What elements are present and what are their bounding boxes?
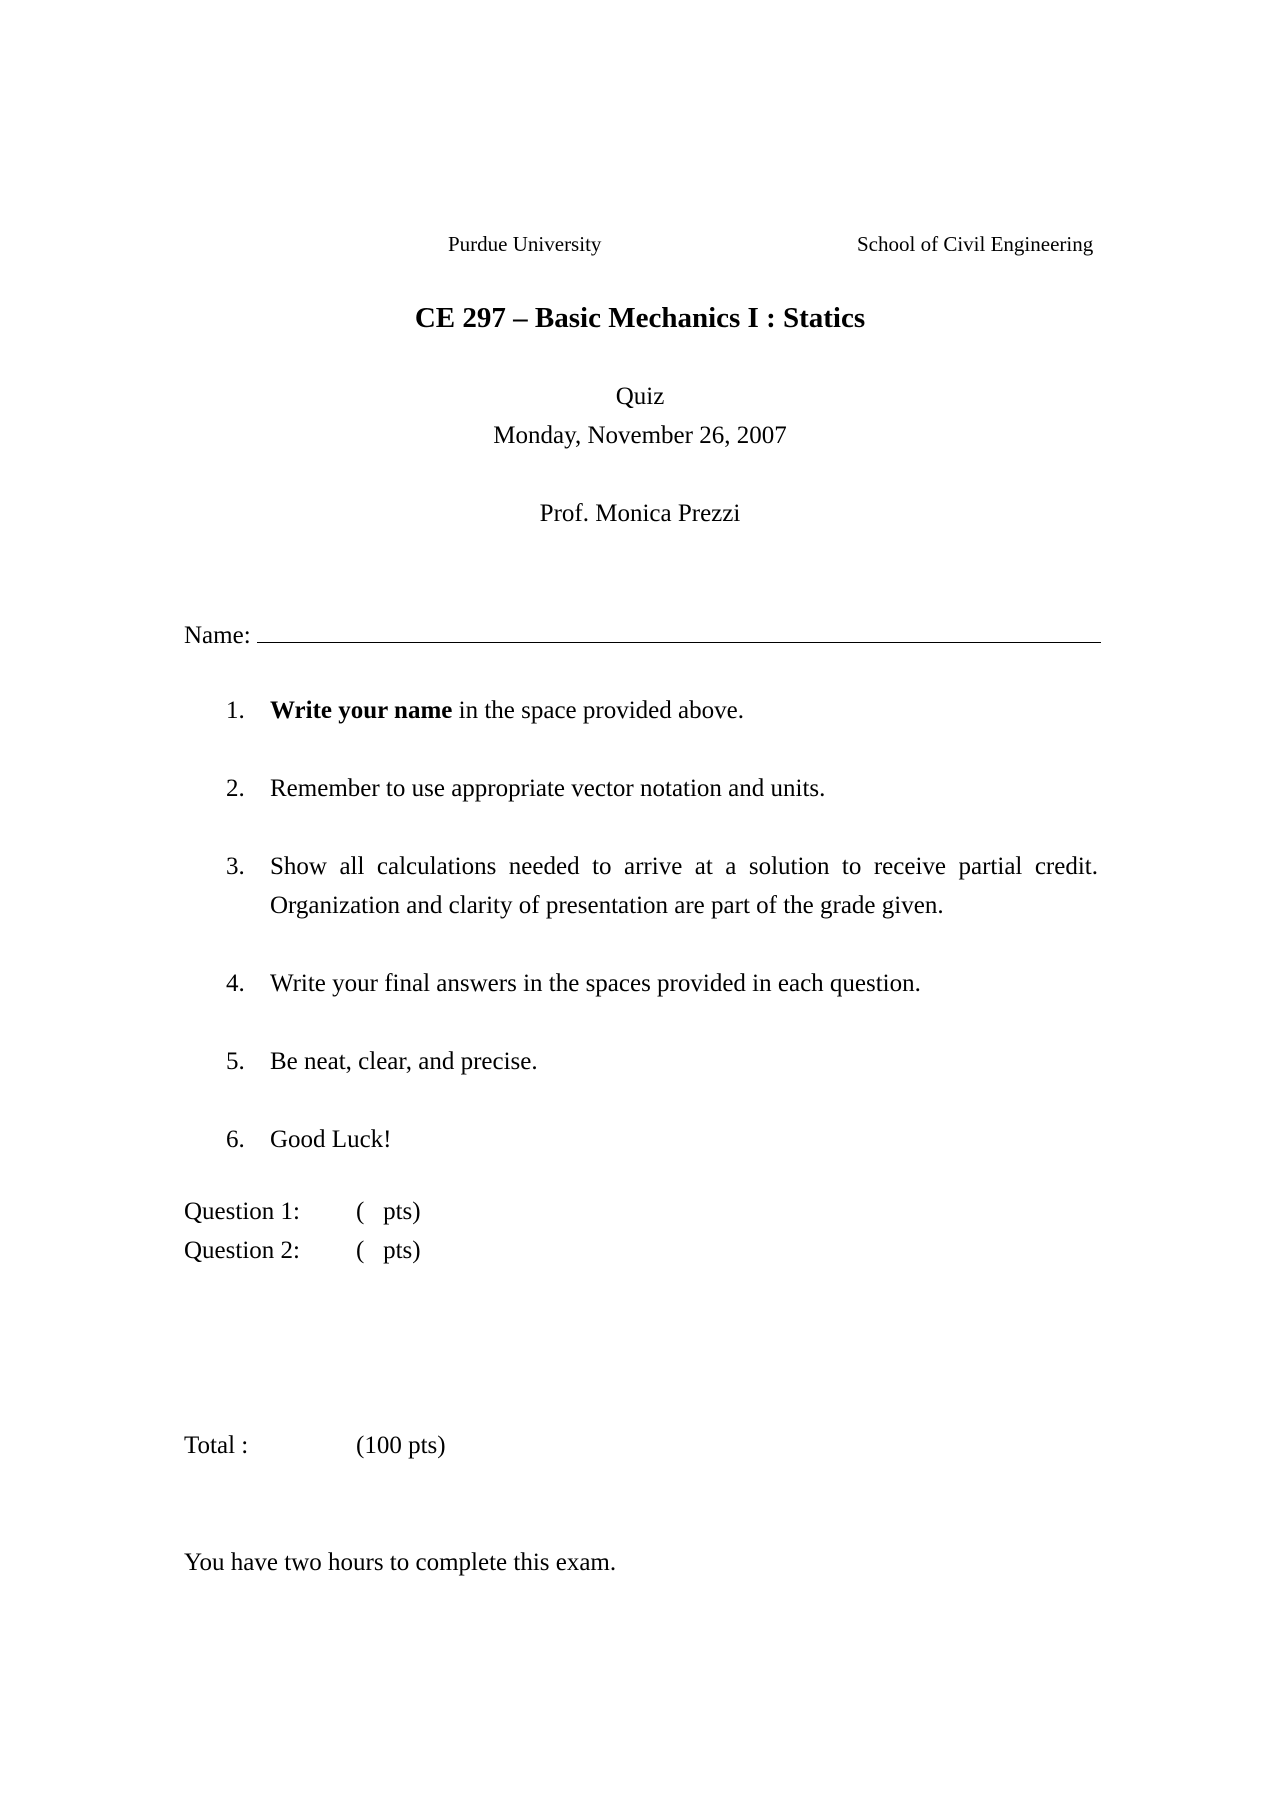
- instruction-item: [226, 1042, 1098, 1081]
- instruction-text: Show all calculations needed to arrive at a solution to receive partial credit. Organization and clarity of presentation are part of the grade given.: [270, 853, 1098, 919]
- instruction-item: [226, 964, 1098, 1003]
- instruction-number: 6.: [226, 1126, 245, 1153]
- instructor-name: Prof. Monica Prezzi: [539, 500, 741, 527]
- exam-type: Quiz: [615, 383, 665, 410]
- university-name: Purdue University: [448, 232, 602, 256]
- name-label: Name:: [184, 622, 251, 649]
- instruction-item: [226, 1120, 1098, 1159]
- name-blank-line[interactable]: [257, 617, 1101, 643]
- instruction-text: Good Luck!: [270, 1126, 392, 1153]
- instruction-number: 3.: [226, 853, 245, 880]
- course-title: CE 297 – Basic Mechanics I : Statics: [414, 302, 866, 334]
- instruction-text: Write your final answers in the spaces provided in each question.: [270, 970, 921, 997]
- time-limit-note: You have two hours to complete this exam.: [184, 1549, 617, 1576]
- total-points: (100 pts): [356, 1432, 446, 1459]
- instruction-text: Be neat, clear, and precise.: [270, 1048, 538, 1075]
- instruction-number: 2.: [226, 775, 245, 802]
- total-label: Total :: [184, 1432, 249, 1459]
- instruction-rest-text: in the space provided above.: [452, 697, 744, 724]
- instruction-number: 4.: [226, 970, 245, 997]
- question-2-points: ( pts): [356, 1237, 421, 1264]
- instruction-bold-text: Write your name: [270, 697, 453, 724]
- instruction-number: 1.: [226, 697, 245, 724]
- question-1-points: ( pts): [356, 1198, 421, 1225]
- instruction-item: [226, 769, 1098, 808]
- instruction-text: [270, 691, 1098, 730]
- name-field: [184, 617, 1101, 650]
- question-2-label: Question 2:: [184, 1237, 300, 1264]
- question-1-label: Question 1:: [184, 1198, 300, 1225]
- instruction-number: 5.: [226, 1048, 245, 1075]
- instruction-text: Remember to use appropriate vector notation and units.: [270, 775, 826, 802]
- school-name: School of Civil Engineering: [857, 232, 1094, 256]
- exam-date: Monday, November 26, 2007: [493, 422, 787, 449]
- instruction-item: [226, 691, 1098, 730]
- instruction-item: [226, 847, 1098, 925]
